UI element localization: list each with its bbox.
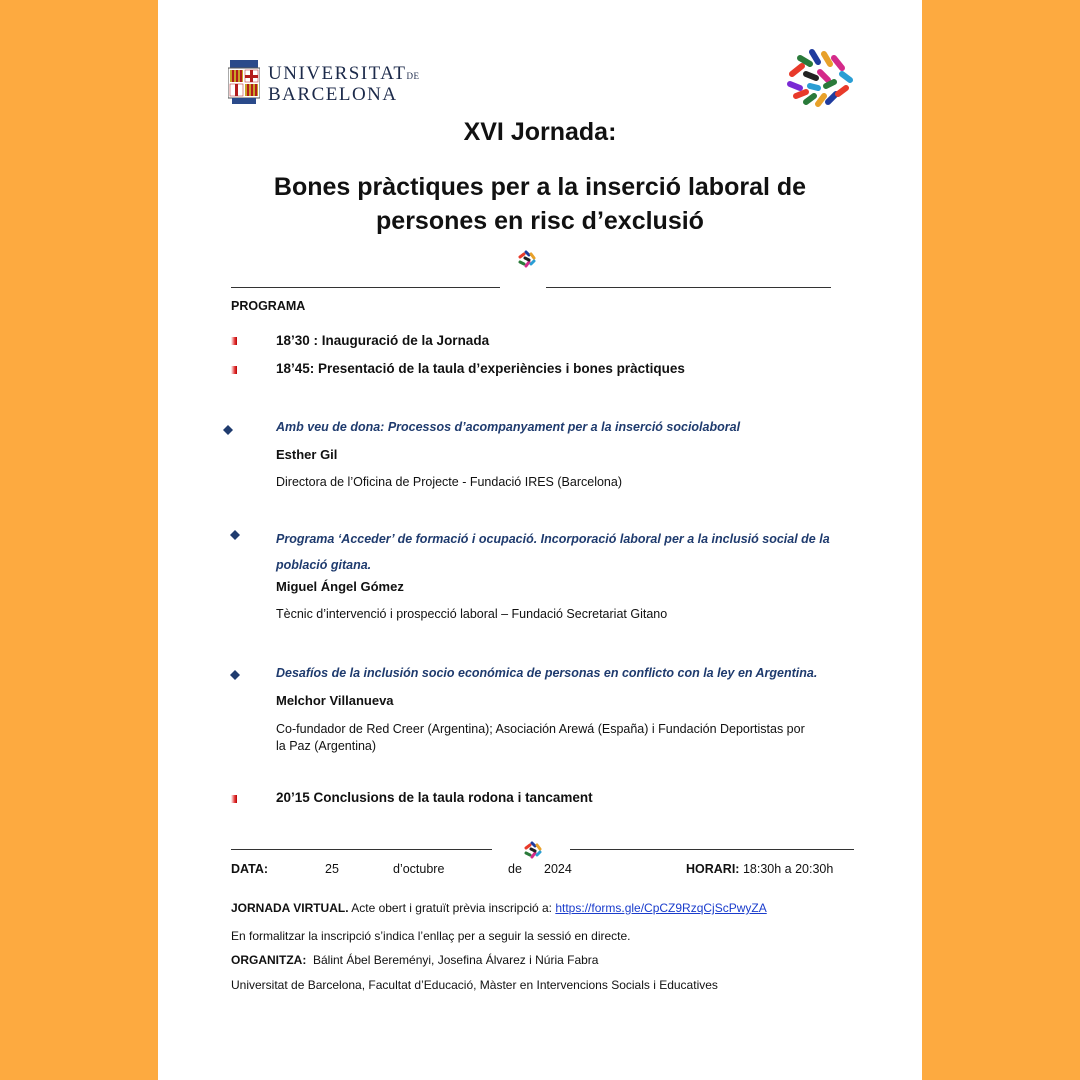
bullet-square-icon xyxy=(231,366,237,374)
date-day: 25 xyxy=(325,862,339,876)
university-seal-icon xyxy=(228,60,260,106)
divider-left xyxy=(231,849,492,850)
bullet-square-icon xyxy=(231,337,237,345)
date-month: d’octubre xyxy=(393,862,445,876)
bullet-diamond-icon xyxy=(223,425,233,435)
flyer-page xyxy=(158,0,922,1080)
talk-title: Programa ‘Acceder’ de formació i ocupació. Incorporació laboral per a la inclusió social de la població gitana. xyxy=(276,532,830,572)
date-year: 2024 xyxy=(544,862,572,876)
institution: Universitat de Barcelona, Facultat d’Educació, Màster en Intervencions Socials i Educatives xyxy=(231,978,718,992)
university-logo-text: UNIVERSITATDE BARCELONA xyxy=(268,63,420,105)
small-people-logo-icon xyxy=(516,249,538,269)
small-people-logo-icon xyxy=(522,840,544,860)
program-heading: PROGRAMA xyxy=(231,299,306,313)
virtual-note: En formalitzar la inscripció s’indica l’enllaç per a seguir la sessió en directe. xyxy=(231,929,631,943)
program-item-presentation: 18’45: Presentació de la taula d’experiències i bones pràctiques xyxy=(276,361,685,376)
bullet-square-icon xyxy=(231,795,237,803)
divider-left xyxy=(231,287,500,288)
people-circle-logo-icon xyxy=(782,44,856,114)
virtual-info: JORNADA VIRTUAL. Acte obert i gratuït prèvia inscripció a: https://forms.gle/CpCZ9RzqCjScPwyZA xyxy=(231,901,767,915)
divider-right xyxy=(570,849,854,850)
talk-role: Tècnic d’intervenció i prospecció laboral – Fundació Secretariat Gitano xyxy=(276,607,668,621)
talk-speaker: Melchor Villanueva xyxy=(276,693,394,708)
talk-title: Desafíos de la inclusión socio económica de personas en conflicto con la ley en Argentina. xyxy=(276,666,818,680)
event-subtitle: Bones pràctiques per a la inserció laboral de persones en risc d’exclusió xyxy=(273,173,807,235)
date-label: DATA: xyxy=(231,862,269,876)
program-item-closing: 20’15 Conclusions de la taula rodona i tancament xyxy=(276,790,593,805)
bullet-diamond-icon xyxy=(230,670,240,680)
talk-speaker: Esther Gil xyxy=(276,447,338,462)
talk-role: Directora de l’Oficina de Projecte - Fundació IRES (Barcelona) xyxy=(276,475,622,489)
organizers: ORGANITZA: Bálint Ábel Bereményi, Josefina Álvarez i Núria Fabra xyxy=(231,953,599,967)
talk-role: Co-fundador de Red Creer (Argentina); Asociación Arewá (España) i Fundación Deportistas por la Paz (Argentina) xyxy=(276,722,805,753)
registration-link[interactable]: https://forms.gle/CpCZ9RzqCjScPwyZA xyxy=(555,901,767,915)
time-info: HORARI: 18:30h a 20:30h xyxy=(686,862,834,876)
talk-title: Amb veu de dona: Processos d’acompanyament per a la inserció sociolaboral xyxy=(276,420,741,434)
program-item-opening: 18’30 : Inauguració de la Jornada xyxy=(276,333,490,348)
event-title: XVI Jornada: xyxy=(463,118,617,146)
bullet-diamond-icon xyxy=(230,530,240,540)
date-de: de xyxy=(508,862,522,876)
talk-speaker: Miguel Ángel Gómez xyxy=(276,579,404,594)
divider-right xyxy=(546,287,831,288)
